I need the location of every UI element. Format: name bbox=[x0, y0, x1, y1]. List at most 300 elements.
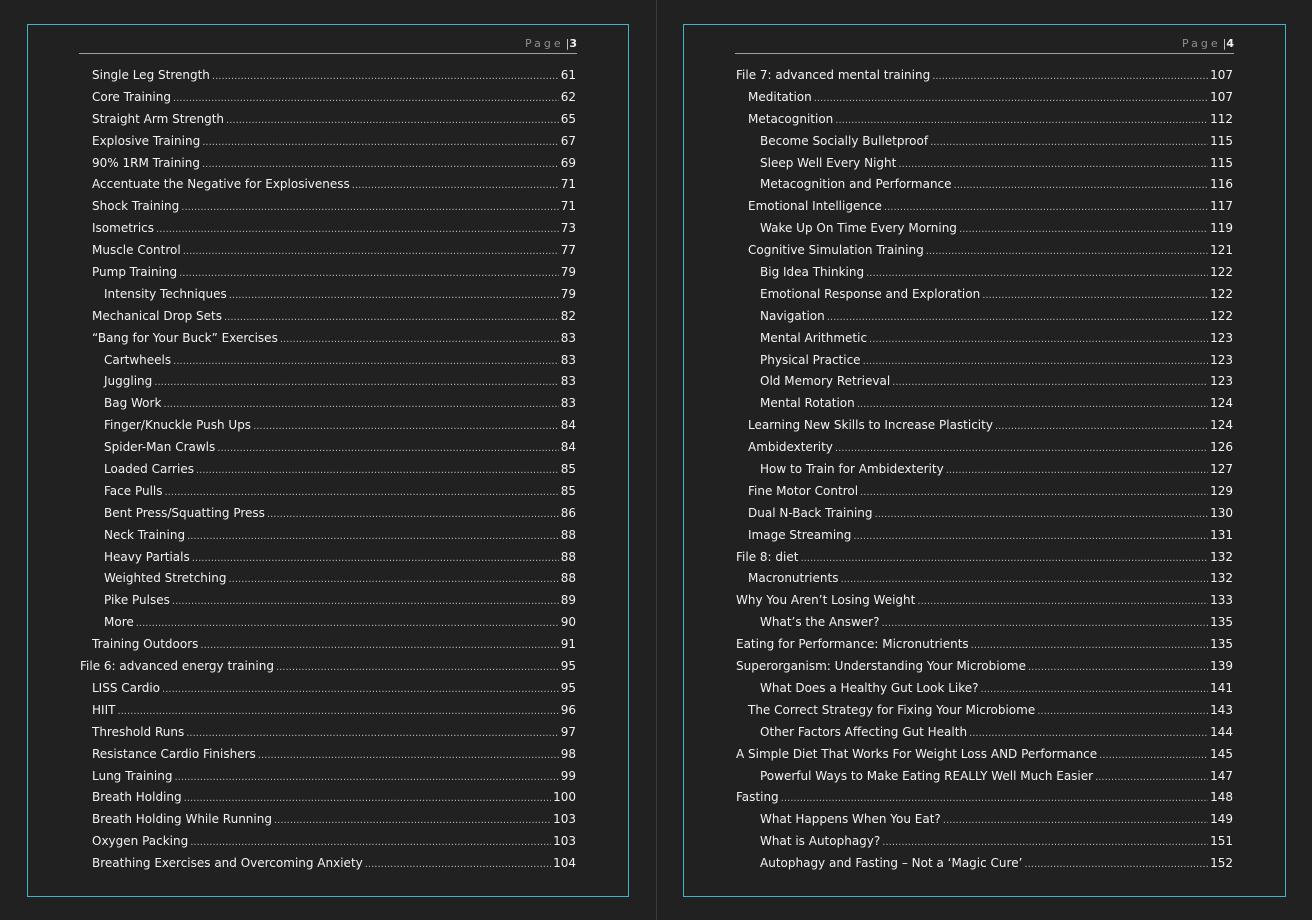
toc-entry[interactable] bbox=[736, 87, 1233, 109]
toc-entry[interactable] bbox=[80, 218, 576, 240]
toc-entry-title: Why You Aren’t Losing Weight bbox=[736, 593, 916, 608]
toc-entry[interactable] bbox=[736, 328, 1233, 350]
dot-leader bbox=[898, 154, 1208, 176]
toc-entry[interactable] bbox=[80, 787, 576, 809]
toc-entry[interactable] bbox=[80, 547, 576, 569]
toc-entry-title: A Simple Diet That Works For Weight Loss AND Performance bbox=[736, 746, 1098, 761]
dot-leader bbox=[172, 591, 559, 613]
dot-leader bbox=[781, 788, 1208, 810]
toc-entry-page-number: 124 bbox=[1210, 396, 1233, 411]
toc-entry-page-number: 83 bbox=[560, 396, 576, 411]
toc-entry-title: Pike Pulses bbox=[104, 593, 170, 608]
toc-entry[interactable] bbox=[80, 65, 576, 87]
toc-entry[interactable] bbox=[80, 153, 576, 175]
toc-entry[interactable] bbox=[736, 831, 1233, 853]
toc-entry-page-number: 86 bbox=[560, 505, 576, 520]
toc-entry-page-number: 73 bbox=[560, 221, 576, 236]
dot-leader bbox=[162, 679, 559, 701]
toc-entry-title: Macronutrients bbox=[748, 571, 839, 586]
dot-leader bbox=[280, 329, 559, 351]
toc-entry[interactable] bbox=[736, 766, 1233, 788]
toc-entry-title: Dual N-Back Training bbox=[748, 505, 873, 520]
toc-entry-page-number: 67 bbox=[560, 133, 576, 148]
dot-leader bbox=[800, 548, 1208, 570]
toc-entry-title: Mechanical Drop Sets bbox=[92, 308, 222, 323]
dot-leader bbox=[173, 351, 559, 373]
toc-entry-title: Neck Training bbox=[104, 527, 186, 542]
toc-entry[interactable] bbox=[736, 131, 1233, 153]
toc-entry[interactable] bbox=[736, 393, 1233, 415]
dot-leader bbox=[1028, 657, 1208, 679]
toc-entry-page-number: 84 bbox=[560, 418, 576, 433]
dot-leader bbox=[971, 635, 1208, 657]
toc-entry-title: LISS Cardio bbox=[92, 680, 161, 695]
page-header bbox=[735, 37, 1234, 54]
toc-entry-page-number: 79 bbox=[560, 265, 576, 280]
toc-entry-title: Weighted Stretching bbox=[104, 571, 227, 586]
toc-entry[interactable] bbox=[736, 503, 1233, 525]
toc-entry-title: Autophagy and Fasting – Not a ‘Magic Cure’ bbox=[760, 856, 1023, 871]
toc-entry-page-number: 122 bbox=[1210, 265, 1233, 280]
toc-entry-title: Face Pulls bbox=[104, 483, 163, 498]
toc-entry-title: Single Leg Strength bbox=[92, 68, 210, 82]
toc-entry-title: Become Socially Bulletproof bbox=[760, 133, 929, 148]
dot-leader bbox=[866, 263, 1208, 285]
toc-entry-page-number: 133 bbox=[1210, 593, 1233, 608]
toc-entry-page-number: 122 bbox=[1210, 308, 1233, 323]
toc-entry-title: Eating for Performance: Micronutrients bbox=[736, 637, 969, 652]
toc-entry[interactable] bbox=[80, 87, 576, 109]
toc-entry-page-number: 97 bbox=[560, 724, 576, 739]
toc-entry-title: Other Factors Affecting Gut Health bbox=[760, 724, 968, 739]
toc-entry-title: Big Idea Thinking bbox=[760, 265, 865, 280]
dot-leader bbox=[863, 351, 1209, 373]
toc-entry-page-number: 135 bbox=[1210, 637, 1233, 652]
dot-leader bbox=[882, 832, 1208, 854]
toc-entry-page-number: 151 bbox=[1210, 834, 1233, 849]
dot-leader bbox=[827, 307, 1208, 329]
toc-entry-title: How to Train for Ambidexterity bbox=[760, 462, 944, 477]
dot-leader bbox=[881, 613, 1208, 635]
dot-leader bbox=[1024, 854, 1208, 876]
table-of-contents bbox=[736, 65, 1233, 875]
dot-leader bbox=[1099, 745, 1208, 767]
toc-entry[interactable] bbox=[80, 196, 576, 218]
toc-entry-page-number: 88 bbox=[560, 527, 576, 542]
toc-page-left bbox=[27, 24, 629, 897]
toc-entry[interactable] bbox=[80, 174, 576, 196]
dot-leader bbox=[217, 438, 558, 460]
toc-entry-page-number: 107 bbox=[1210, 89, 1233, 104]
toc-entry-page-number: 121 bbox=[1210, 243, 1233, 258]
toc-entry-page-number: 117 bbox=[1210, 199, 1233, 214]
dot-leader bbox=[352, 175, 559, 197]
toc-entry[interactable] bbox=[736, 525, 1233, 547]
toc-entry-title: Explosive Training bbox=[92, 133, 201, 148]
toc-entry-title: Breath Holding While Running bbox=[92, 812, 272, 827]
toc-entry-title: Physical Practice bbox=[760, 352, 861, 367]
toc-entry-page-number: 100 bbox=[553, 790, 576, 805]
toc-entry-title: Threshold Runs bbox=[92, 724, 185, 739]
toc-entry-page-number: 123 bbox=[1210, 352, 1233, 367]
toc-entry-title: Learning New Skills to Increase Plasticity bbox=[748, 418, 993, 433]
toc-entry-title: More bbox=[104, 615, 134, 630]
toc-entry[interactable] bbox=[80, 284, 576, 306]
toc-entry[interactable] bbox=[80, 328, 576, 350]
toc-entry-title: Loaded Carries bbox=[104, 462, 194, 477]
toc-entry-title: Ambidexterity bbox=[748, 440, 833, 455]
toc-entry-page-number: 85 bbox=[560, 483, 576, 498]
toc-entry-title: Metacognition and Performance bbox=[760, 177, 952, 192]
dot-leader bbox=[884, 197, 1208, 219]
dot-leader bbox=[163, 394, 558, 416]
toc-entry-title: Mental Rotation bbox=[760, 396, 855, 411]
toc-entry[interactable] bbox=[736, 109, 1233, 131]
toc-entry-page-number: 65 bbox=[560, 111, 576, 126]
toc-entry[interactable] bbox=[80, 766, 576, 788]
dot-leader bbox=[959, 219, 1208, 241]
dot-leader bbox=[183, 241, 559, 263]
dot-leader bbox=[857, 394, 1208, 416]
toc-entry-page-number: 103 bbox=[553, 834, 576, 849]
toc-entry-page-number: 88 bbox=[560, 571, 576, 586]
toc-entry-title: Breathing Exercises and Overcoming Anxiety bbox=[92, 856, 363, 871]
toc-entry[interactable] bbox=[80, 590, 576, 612]
toc-entry[interactable] bbox=[80, 371, 576, 393]
toc-entry[interactable] bbox=[736, 634, 1233, 656]
dot-leader bbox=[860, 482, 1208, 504]
toc-entry[interactable] bbox=[736, 722, 1233, 744]
toc-entry-page-number: 115 bbox=[1210, 155, 1233, 170]
toc-entry-page-number: 61 bbox=[560, 68, 576, 82]
toc-entry-title: Breath Holding bbox=[92, 790, 182, 805]
toc-entry[interactable] bbox=[736, 437, 1233, 459]
toc-entry-title: Mental Arithmetic bbox=[760, 330, 868, 345]
dot-leader bbox=[869, 329, 1208, 351]
toc-entry-page-number: 107 bbox=[1210, 68, 1233, 82]
dot-leader bbox=[995, 416, 1208, 438]
toc-entry-page-number: 77 bbox=[560, 243, 576, 258]
dot-leader bbox=[181, 197, 558, 219]
dot-leader bbox=[226, 110, 559, 132]
toc-entry[interactable] bbox=[736, 174, 1233, 196]
toc-entry-page-number: 132 bbox=[1210, 571, 1233, 586]
dot-leader bbox=[154, 372, 558, 394]
toc-entry-page-number: 148 bbox=[1210, 790, 1233, 805]
toc-entry-title: What is Autophagy? bbox=[760, 834, 881, 849]
toc-entry[interactable] bbox=[736, 262, 1233, 284]
dot-leader bbox=[1037, 701, 1208, 723]
page-number: 3 bbox=[569, 37, 577, 50]
page-header bbox=[79, 37, 577, 54]
toc-entry-title: HIIT bbox=[92, 702, 116, 717]
toc-entry-title: Cognitive Simulation Training bbox=[748, 243, 924, 258]
page-number: 4 bbox=[1226, 37, 1234, 50]
dot-leader bbox=[930, 132, 1208, 154]
toc-entry-title: Superorganism: Understanding Your Microbiome bbox=[736, 659, 1026, 674]
toc-entry-title: Intensity Techniques bbox=[104, 286, 227, 301]
toc-entry-title: Bag Work bbox=[104, 396, 162, 411]
dot-leader bbox=[173, 88, 559, 110]
dot-leader bbox=[165, 482, 559, 504]
toc-entry-title: Fine Motor Control bbox=[748, 483, 859, 498]
toc-entry-page-number: 90 bbox=[560, 615, 576, 630]
toc-entry[interactable] bbox=[80, 481, 576, 503]
toc-entry-page-number: 119 bbox=[1210, 221, 1233, 236]
toc-entry-page-number: 104 bbox=[553, 856, 576, 871]
page-spread-divider bbox=[656, 0, 657, 920]
toc-entry-title: Resistance Cardio Finishers bbox=[92, 746, 256, 761]
dot-leader bbox=[981, 679, 1209, 701]
toc-entry-title: File 8: diet bbox=[736, 549, 799, 564]
toc-entry[interactable] bbox=[736, 481, 1233, 503]
dot-leader bbox=[190, 832, 551, 854]
toc-entry-title: Accentuate the Negative for Explosiveness bbox=[92, 177, 350, 192]
dot-leader bbox=[875, 504, 1209, 526]
toc-entry-title: Core Training bbox=[92, 89, 171, 104]
toc-entry-title: Sleep Well Every Night bbox=[760, 155, 897, 170]
toc-entry[interactable] bbox=[80, 722, 576, 744]
dot-leader bbox=[186, 723, 559, 745]
toc-entry-page-number: 82 bbox=[560, 308, 576, 323]
dot-leader bbox=[946, 460, 1208, 482]
toc-entry-title: Fasting bbox=[736, 790, 779, 805]
toc-entry-page-number: 115 bbox=[1210, 133, 1233, 148]
toc-entry-page-number: 99 bbox=[560, 768, 576, 783]
toc-entry[interactable] bbox=[736, 568, 1233, 590]
dot-leader bbox=[267, 504, 559, 526]
toc-entry[interactable] bbox=[736, 700, 1233, 722]
toc-entry-page-number: 131 bbox=[1210, 527, 1233, 542]
toc-entry[interactable] bbox=[80, 612, 576, 634]
dot-leader bbox=[187, 526, 559, 548]
dot-leader bbox=[982, 285, 1208, 307]
toc-entry[interactable] bbox=[736, 284, 1233, 306]
toc-entry[interactable] bbox=[80, 459, 576, 481]
dot-leader bbox=[200, 635, 558, 657]
toc-entry-page-number: 89 bbox=[560, 593, 576, 608]
dot-leader bbox=[196, 460, 559, 482]
dot-leader bbox=[932, 66, 1208, 88]
dot-leader bbox=[258, 745, 559, 767]
toc-entry-title: The Correct Strategy for Fixing Your Microbiome bbox=[748, 702, 1036, 717]
toc-entry-page-number: 123 bbox=[1210, 374, 1233, 389]
toc-entry[interactable] bbox=[736, 196, 1233, 218]
toc-entry-title: Powerful Ways to Make Eating REALLY Well Much Easier bbox=[760, 768, 1094, 783]
dot-leader bbox=[926, 241, 1208, 263]
toc-entry-title: Finger/Knuckle Push Ups bbox=[104, 418, 252, 433]
toc-entry-title: Training Outdoors bbox=[92, 637, 199, 652]
toc-entry-title: Meditation bbox=[748, 89, 812, 104]
dot-leader bbox=[184, 788, 551, 810]
toc-entry[interactable] bbox=[736, 371, 1233, 393]
toc-entry-title: Metacognition bbox=[748, 111, 834, 126]
toc-entry[interactable] bbox=[736, 218, 1233, 240]
dot-leader bbox=[228, 569, 558, 591]
toc-entry-page-number: 83 bbox=[560, 330, 576, 345]
toc-entry[interactable] bbox=[80, 393, 576, 415]
toc-entry-page-number: 83 bbox=[560, 352, 576, 367]
toc-entry-title: Image Streaming bbox=[748, 527, 852, 542]
toc-entry[interactable] bbox=[80, 678, 576, 700]
toc-entry-title: Pump Training bbox=[92, 265, 178, 280]
toc-entry-page-number: 127 bbox=[1210, 462, 1233, 477]
toc-entry[interactable] bbox=[80, 350, 576, 372]
toc-entry-page-number: 126 bbox=[1210, 440, 1233, 455]
toc-entry-page-number: 83 bbox=[560, 374, 576, 389]
toc-entry-page-number: 96 bbox=[560, 702, 576, 717]
toc-entry-title: Muscle Control bbox=[92, 243, 181, 258]
toc-entry-title: Bent Press/Squatting Press bbox=[104, 505, 265, 520]
toc-entry[interactable] bbox=[736, 590, 1233, 612]
dot-leader bbox=[117, 701, 558, 723]
toc-entry-page-number: 135 bbox=[1210, 615, 1233, 630]
toc-entry-page-number: 139 bbox=[1210, 659, 1233, 674]
toc-entry[interactable] bbox=[80, 109, 576, 131]
dot-leader bbox=[174, 767, 558, 789]
toc-entry[interactable] bbox=[736, 415, 1233, 437]
toc-entry-title: Shock Training bbox=[92, 199, 180, 214]
toc-entry[interactable] bbox=[80, 809, 576, 831]
toc-entry[interactable] bbox=[736, 459, 1233, 481]
toc-entry-title: Wake Up On Time Every Morning bbox=[760, 221, 957, 236]
dot-leader bbox=[202, 132, 559, 154]
toc-entry-title: Navigation bbox=[760, 308, 825, 323]
toc-entry-title: What Does a Healthy Gut Look Like? bbox=[760, 680, 979, 695]
toc-entry[interactable] bbox=[80, 831, 576, 853]
toc-entry[interactable] bbox=[736, 350, 1233, 372]
toc-entry[interactable] bbox=[80, 131, 576, 153]
toc-entry-page-number: 103 bbox=[553, 812, 576, 827]
toc-entry-page-number: 79 bbox=[560, 286, 576, 301]
page-header-label: Page bbox=[1181, 37, 1221, 50]
toc-page-right bbox=[683, 24, 1286, 897]
toc-entry[interactable] bbox=[736, 240, 1233, 262]
toc-entry[interactable] bbox=[80, 306, 576, 328]
dot-leader bbox=[365, 854, 551, 876]
dot-leader bbox=[229, 285, 559, 307]
dot-leader bbox=[943, 810, 1208, 832]
dot-leader bbox=[224, 307, 559, 329]
dot-leader bbox=[274, 810, 551, 832]
toc-entry-title: Old Memory Retrieval bbox=[760, 374, 891, 389]
dot-leader bbox=[892, 372, 1208, 394]
dot-leader bbox=[1095, 767, 1208, 789]
toc-entry[interactable] bbox=[736, 809, 1233, 831]
toc-entry[interactable] bbox=[736, 656, 1233, 678]
toc-entry-page-number: 130 bbox=[1210, 505, 1233, 520]
toc-entry-page-number: 123 bbox=[1210, 330, 1233, 345]
dot-leader bbox=[835, 110, 1208, 132]
table-of-contents bbox=[80, 65, 576, 875]
toc-entry-page-number: 69 bbox=[560, 155, 576, 170]
toc-entry[interactable] bbox=[80, 437, 576, 459]
toc-entry[interactable] bbox=[736, 153, 1233, 175]
toc-entry[interactable] bbox=[80, 853, 576, 875]
dot-leader bbox=[253, 416, 559, 438]
page-header-separator: | bbox=[565, 37, 570, 50]
toc-entry-page-number: 116 bbox=[1210, 177, 1233, 192]
toc-entry-title: Heavy Partials bbox=[104, 549, 190, 564]
dot-leader bbox=[212, 66, 559, 88]
toc-entry-title: Straight Arm Strength bbox=[92, 111, 225, 126]
toc-entry[interactable] bbox=[80, 503, 576, 525]
toc-entry-page-number: 84 bbox=[560, 440, 576, 455]
dot-leader bbox=[814, 88, 1208, 110]
toc-entry-page-number: 144 bbox=[1210, 724, 1233, 739]
dot-leader bbox=[917, 591, 1208, 613]
toc-entry[interactable] bbox=[736, 787, 1233, 809]
toc-entry[interactable] bbox=[736, 744, 1233, 766]
toc-entry-title: “Bang for Your Buck” Exercises bbox=[92, 330, 278, 345]
toc-entry-title: Oxygen Packing bbox=[92, 834, 189, 849]
page-header-separator: | bbox=[1222, 37, 1227, 50]
toc-entry-page-number: 145 bbox=[1210, 746, 1233, 761]
toc-entry-page-number: 143 bbox=[1210, 702, 1233, 717]
dot-leader bbox=[136, 613, 559, 635]
dot-leader bbox=[156, 219, 559, 241]
toc-entry[interactable] bbox=[80, 700, 576, 722]
toc-entry-page-number: 149 bbox=[1210, 812, 1233, 827]
toc-entry[interactable] bbox=[736, 678, 1233, 700]
toc-entry[interactable] bbox=[80, 525, 576, 547]
toc-entry-page-number: 152 bbox=[1210, 856, 1233, 871]
toc-entry[interactable] bbox=[736, 547, 1233, 569]
toc-entry-title: 90% 1RM Training bbox=[92, 155, 200, 170]
dot-leader bbox=[192, 548, 559, 570]
toc-entry-page-number: 71 bbox=[560, 199, 576, 214]
toc-entry[interactable] bbox=[80, 634, 576, 656]
toc-entry-title: Lung Training bbox=[92, 768, 173, 783]
toc-entry[interactable] bbox=[80, 568, 576, 590]
dot-leader bbox=[840, 569, 1208, 591]
toc-entry-page-number: 88 bbox=[560, 549, 576, 564]
page-header-label: Page bbox=[524, 37, 564, 50]
toc-entry[interactable] bbox=[736, 612, 1233, 634]
toc-entry[interactable] bbox=[80, 744, 576, 766]
toc-entry[interactable] bbox=[736, 65, 1233, 87]
toc-entry-page-number: 112 bbox=[1210, 111, 1233, 126]
toc-entry[interactable] bbox=[80, 415, 576, 437]
toc-entry-title: File 7: advanced mental training bbox=[736, 68, 931, 82]
dot-leader bbox=[853, 526, 1208, 548]
toc-entry-page-number: 124 bbox=[1210, 418, 1233, 433]
toc-entry-page-number: 147 bbox=[1210, 768, 1233, 783]
toc-entry-title: What’s the Answer? bbox=[760, 615, 880, 630]
toc-entry-page-number: 129 bbox=[1210, 483, 1233, 498]
toc-entry-title: Isometrics bbox=[92, 221, 155, 236]
toc-entry[interactable] bbox=[80, 240, 576, 262]
toc-entry-title: File 6: advanced energy training bbox=[80, 659, 274, 674]
toc-entry-page-number: 95 bbox=[560, 680, 576, 695]
toc-entry[interactable] bbox=[736, 853, 1233, 875]
toc-entry-page-number: 85 bbox=[560, 462, 576, 477]
toc-entry[interactable] bbox=[80, 262, 576, 284]
toc-entry-title: What Happens When You Eat? bbox=[760, 812, 941, 827]
toc-entry-title: Emotional Response and Exploration bbox=[760, 286, 981, 301]
toc-entry-page-number: 98 bbox=[560, 746, 576, 761]
dot-leader bbox=[954, 175, 1209, 197]
dot-leader bbox=[202, 154, 559, 176]
toc-entry-title: Emotional Intelligence bbox=[748, 199, 882, 214]
toc-entry[interactable] bbox=[80, 656, 576, 678]
toc-entry[interactable] bbox=[736, 306, 1233, 328]
toc-entry-title: Juggling bbox=[104, 374, 153, 389]
toc-entry-title: Cartwheels bbox=[104, 352, 172, 367]
dot-leader bbox=[179, 263, 559, 285]
dot-leader bbox=[835, 438, 1208, 460]
toc-entry-page-number: 62 bbox=[560, 89, 576, 104]
